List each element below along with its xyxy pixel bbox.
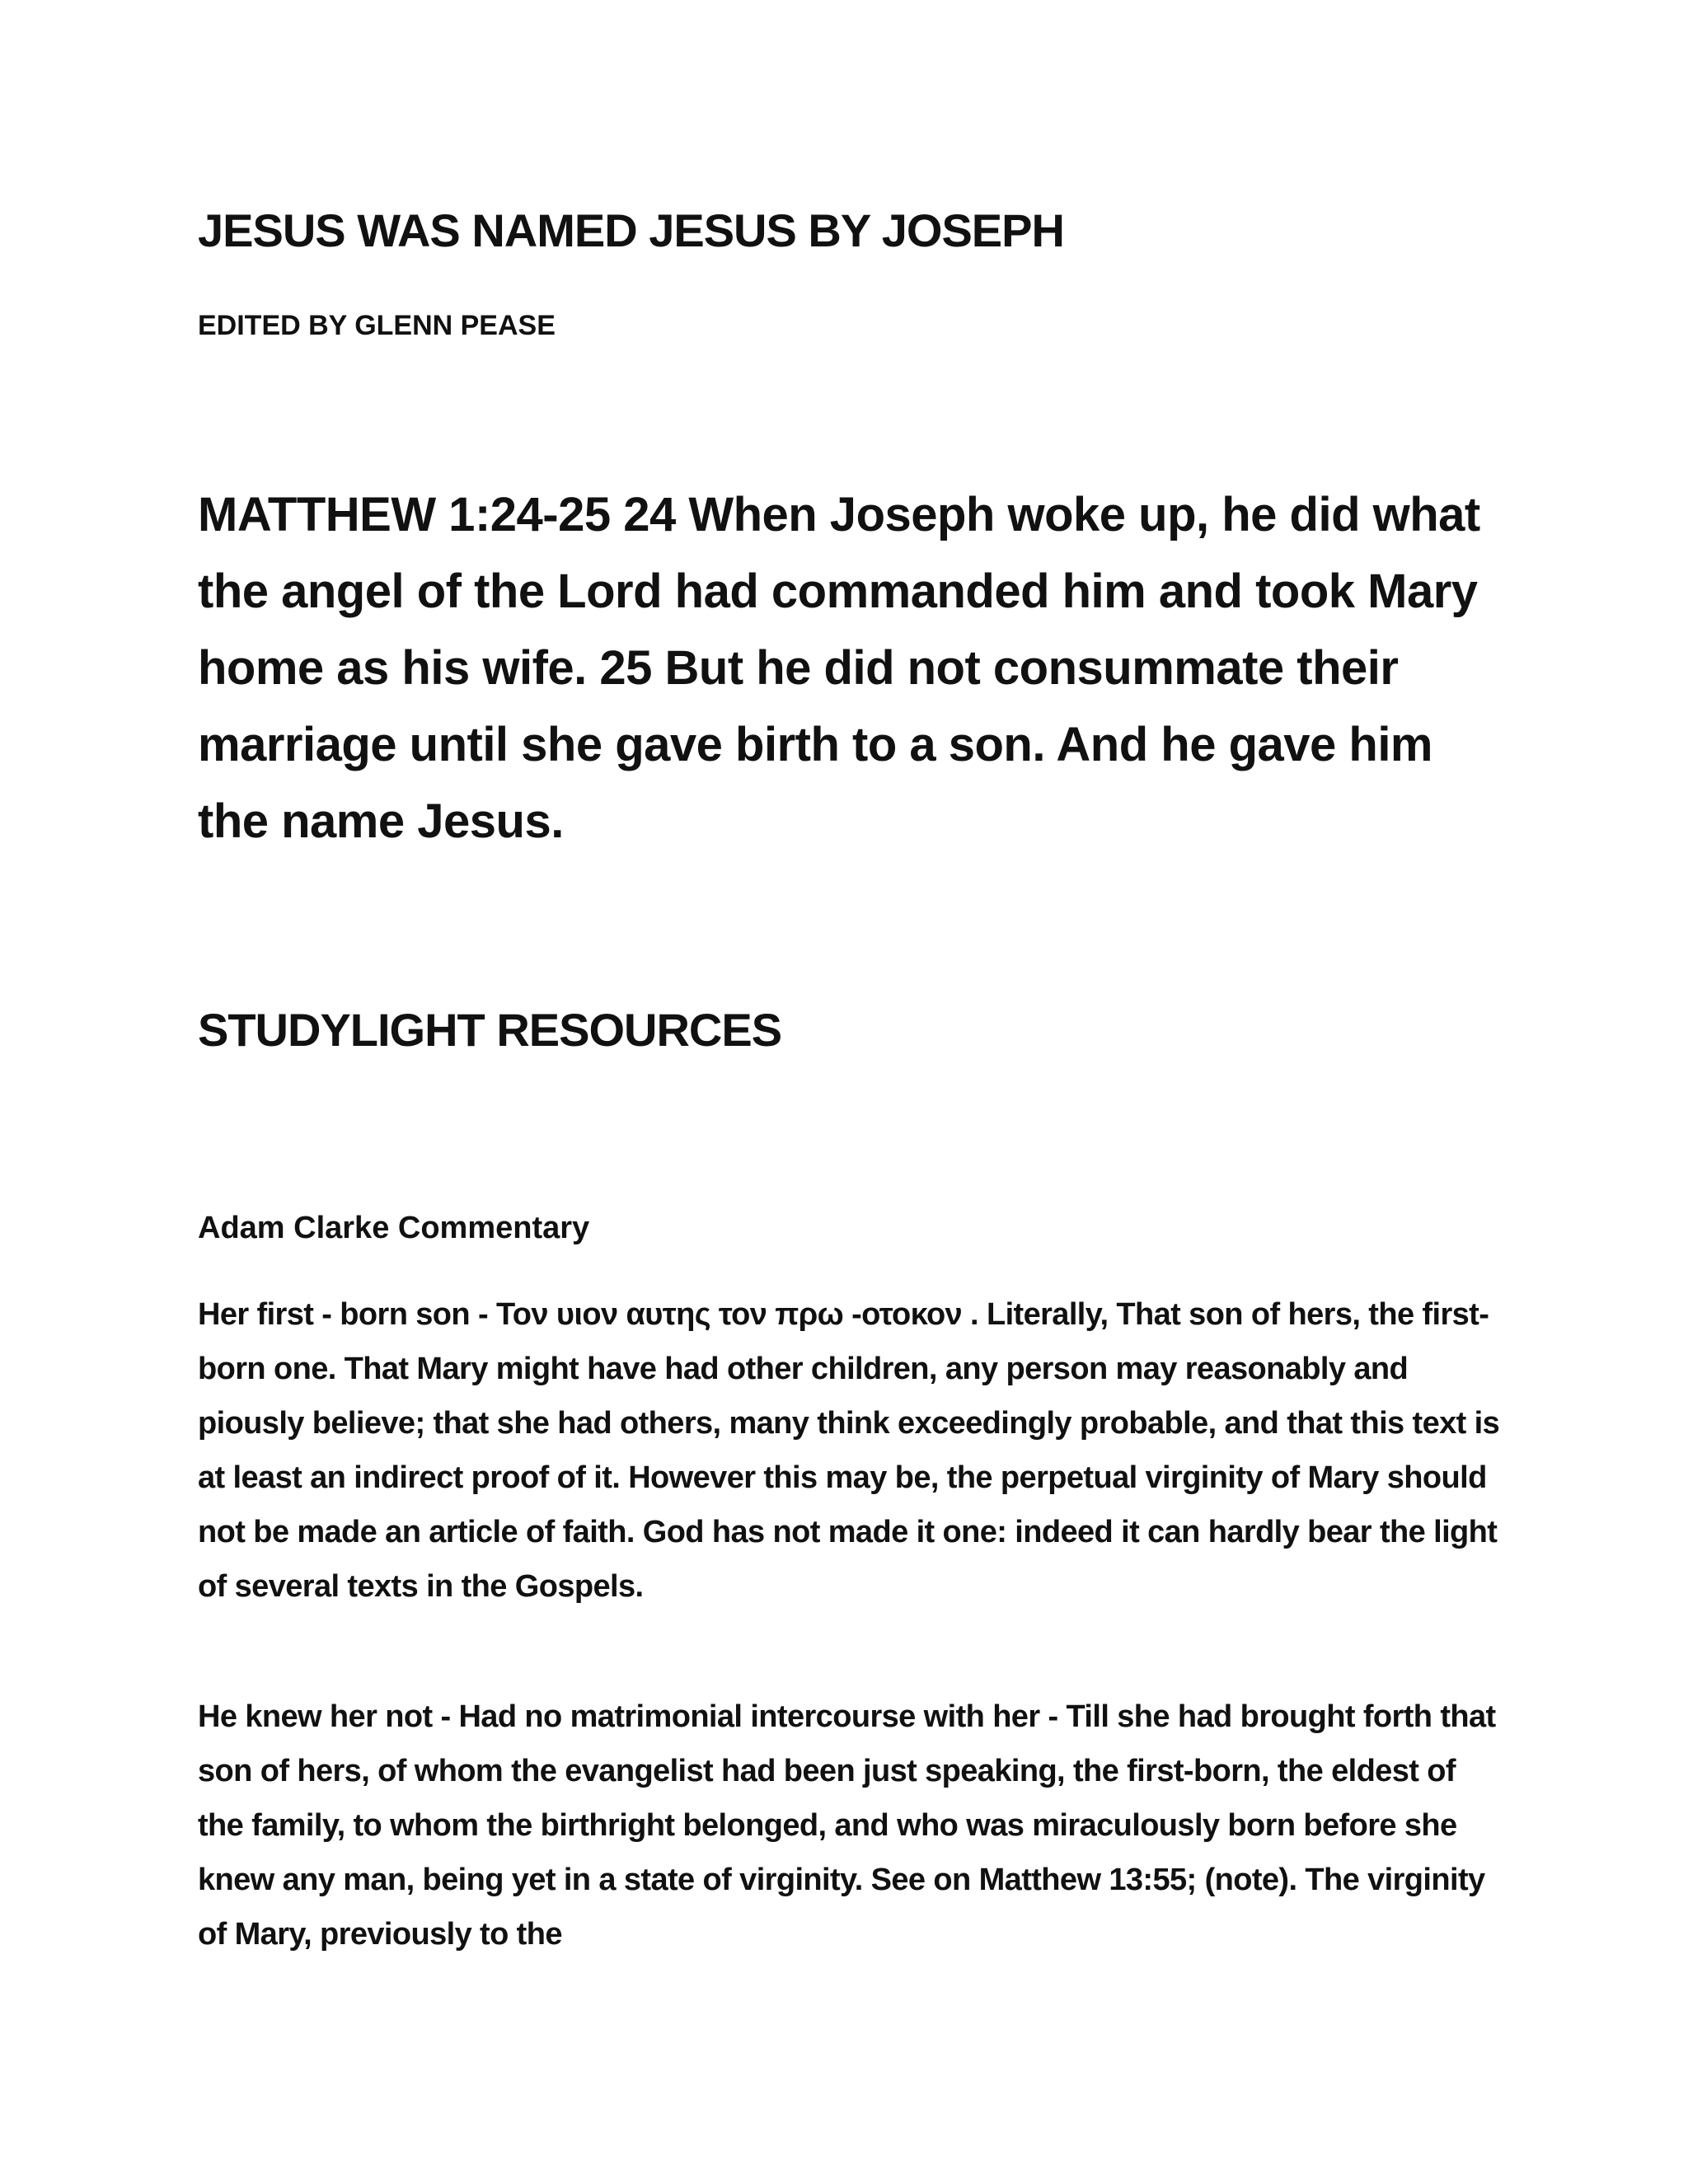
- commentary-source: Adam Clarke Commentary: [198, 1211, 590, 1245]
- commentary-paragraph: He knew her not - Had no matrimonial intercourse with her - Till she had brought forth that son of hers, of whom the evangelist had been just speaking, the first-born, the eldest of the family, to whom the birthright belonged, and who was miraculously born before she knew any man, being yet in a state of virginity. See on Matthew 13:55; (note). The virginity of Mary, previously to the: [198, 1699, 1496, 1952]
- commentary-paragraph: Her first - born son - Τον υιον αυτης τον πρω -οτοκον . Literally, That son of hers, the first-born one. That Mary might have had other children, any person may reasonably and piously believe; that she had others, many think exceedingly probable, and that this text is at least an indirect proof of it. However this may be, the perpetual virginity of Mary should not be made an article of faith. God has not made it one: indeed it can hardly bear the light of several texts in the Gospels.: [198, 1297, 1500, 1604]
- document-title: JESUS WAS NAMED JESUS BY JOSEPH: [198, 204, 1064, 256]
- document-byline: EDITED BY GLENN PEASE: [198, 310, 556, 341]
- section-heading: STUDYLIGHT RESOURCES: [198, 1004, 782, 1056]
- scripture-passage: MATTHEW 1:24-25 24 When Joseph woke up, he did what the angel of the Lord had commanded him and took Mary home as his wife. 25 But he did not consummate their marriage until she gave birth to a son. And he gave him the name Jesus.: [198, 488, 1480, 848]
